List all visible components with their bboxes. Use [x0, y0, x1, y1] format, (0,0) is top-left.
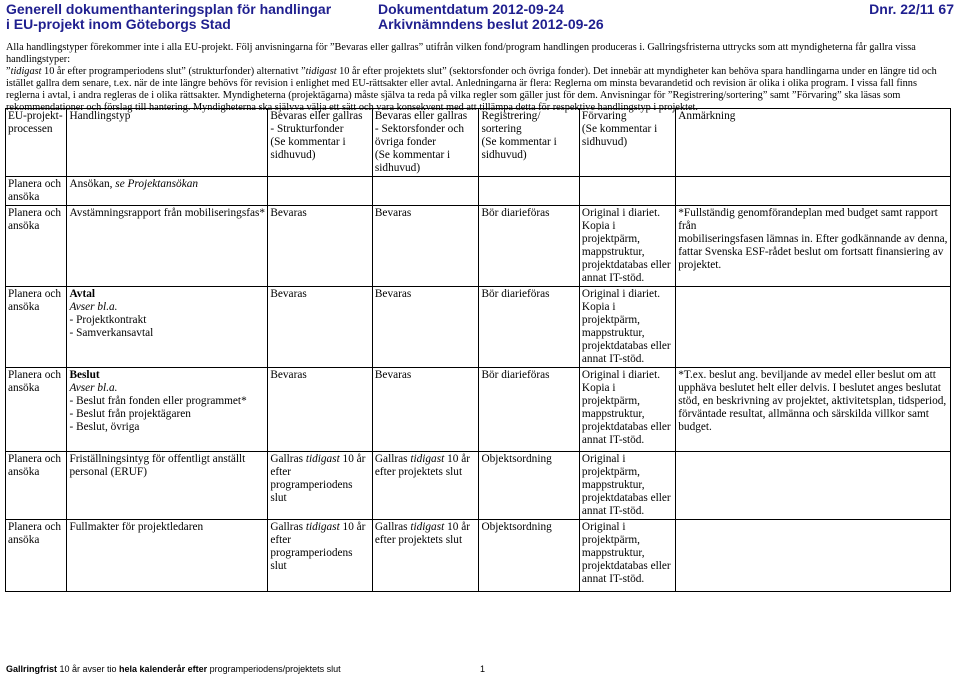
- struct-tidigast: tidigast: [305, 521, 340, 533]
- process-line: ansöka: [8, 301, 40, 313]
- cell-document-type: [67, 520, 268, 592]
- sector-line: efter projektets slut: [374, 466, 463, 478]
- col-header-retain-structural: [268, 109, 373, 177]
- remark-line: stöd, en beskrivning av projektet, aktivitetsplan, tidsperiod,: [678, 395, 947, 407]
- struct-line: slut: [270, 560, 287, 572]
- type-italic: se Projektansökan: [115, 178, 199, 190]
- header-title-line1: Generell dokumenthanteringsplan för handlingar: [6, 1, 332, 17]
- storage-line: Original i diariet.: [581, 207, 661, 219]
- col-header-line: (Se kommentar i: [270, 136, 346, 148]
- type-line: - Beslut från fonden eller programmet*: [69, 395, 247, 407]
- storage-line: Kopia i projektpärm,: [581, 382, 640, 407]
- storage-line: mappstruktur,: [581, 327, 645, 339]
- cell-retain-structural: [268, 452, 373, 520]
- cell-registration: [479, 287, 579, 368]
- table-body: [6, 177, 951, 592]
- cell-remark: [676, 177, 951, 206]
- storage-line: mappstruktur,: [581, 246, 645, 258]
- col-header-line: Bevaras eller gallras: [374, 110, 468, 122]
- col-header-line: sidhuvud): [581, 136, 628, 148]
- type-text: Ansökan,: [69, 178, 116, 190]
- col-header-line: Registrering/: [481, 110, 541, 122]
- struct-line: efter programperiodens: [270, 534, 353, 559]
- reg-text: Bör diarieföras: [481, 369, 550, 381]
- cell-document-type: [67, 177, 268, 206]
- remark-line: upphäva beslutet helt eller delvis. I beslutet anges beslutat: [678, 382, 941, 394]
- remark-line: projektet.: [678, 259, 722, 271]
- table-row: [6, 287, 951, 368]
- col-header-process: [6, 109, 67, 177]
- intro-rest: 10 år efter projektets slut” (sektorsfonder och övriga fonder). Det innebär att myndigheter kan behöva spara handlingarna under en längre tid och istället gallra dem senare, t.ex. när de inte längre behövs för revision i enlighet med EU-rättsakter eller avtal. Anledningarna är flera: Reglerna om minsta bevarandetid och revision är olika i olika program. I vissa fall finns reglerna i avtal, i andra regleras de i olika rättsakter. Myndigheterna (projektägarna) måste själva ta reda på vilka regler som gäller just för dem. Anvisningar för ”Registrering/sortering” samt ”Förvaring” ska läsas som rekommendationer och förslag till hantering. Myndigheterna ska självva välja ett sätt och vara konsekvent med att tillämpa detta för respektive handlingstyp i projektet.: [6, 66, 937, 113]
- col-header-line: - Strukturfonder: [270, 123, 344, 135]
- storage-line: annat IT-stöd.: [581, 353, 645, 365]
- sector-line: efter projektets slut: [374, 534, 463, 546]
- intro-tidigast-1: tidigast: [10, 66, 42, 77]
- col-header-line: sidhuvud): [374, 162, 421, 174]
- type-line: - Beslut från projektägaren: [69, 408, 191, 420]
- type-line: - Beslut, övriga: [69, 421, 140, 433]
- cell-storage: [579, 452, 675, 520]
- reg-text: Objektsordning: [481, 521, 552, 533]
- col-header-line: sidhuvud): [270, 149, 316, 161]
- remark-line: budget.: [678, 421, 712, 433]
- struct-text: Bevaras: [270, 288, 307, 300]
- header-title-line2: i EU-projekt inom Göteborgs Stad: [6, 16, 231, 32]
- process-line: Planera och: [8, 453, 62, 465]
- footer-mid: 10 år avser tio: [57, 664, 120, 674]
- table-row: [6, 452, 951, 520]
- remark-line: fattar Svenska ESF-rådet beslut om fortsatt finansiering av: [678, 246, 944, 258]
- col-header-line: (Se kommentar i: [481, 136, 557, 148]
- cell-retain-sector: [372, 287, 479, 368]
- type-line: Friställningsintyg för offentligt anställt: [69, 453, 246, 465]
- process-line: Planera och: [8, 178, 62, 190]
- struct-text: Bevaras: [270, 207, 307, 219]
- sector-text: 10 år: [444, 453, 470, 465]
- col-header-line: (Se kommentar i: [374, 149, 451, 161]
- cell-document-type: [67, 206, 268, 287]
- col-header-line: Förvaring: [581, 110, 627, 122]
- col-header-line: (Se kommentar i: [581, 123, 658, 135]
- table-row: [6, 206, 951, 287]
- footer-rest: programperiodens/projektets slut: [207, 664, 341, 674]
- remark-line: *Fullständig genomförandeplan med budget samt rapport från: [678, 207, 938, 232]
- type-line: personal (ERUF): [69, 466, 147, 478]
- cell-retain-structural: [268, 368, 373, 452]
- type-bold: Beslut: [69, 369, 100, 381]
- sector-text: Gallras: [374, 453, 411, 465]
- storage-line: projektdatabas eller: [581, 560, 671, 572]
- struct-line: [270, 521, 370, 534]
- cell-remark: [676, 206, 951, 287]
- storage-line: Original i diariet.: [581, 288, 661, 300]
- table-row: [6, 368, 951, 452]
- process-line: Planera och: [8, 369, 62, 381]
- cell-retain-sector: [372, 206, 479, 287]
- storage-line: projektdatabas eller: [581, 340, 671, 352]
- struct-line: efter programperiodens: [270, 466, 353, 491]
- cell-storage: [579, 206, 675, 287]
- storage-line: mappstruktur,: [581, 547, 645, 559]
- storage-line: projektdatabas eller: [581, 421, 671, 433]
- cell-registration: [479, 452, 579, 520]
- header-decision: Arkivnämndens beslut 2012-09-26: [378, 16, 604, 32]
- process-line: ansöka: [8, 534, 40, 546]
- cell-remark: [676, 287, 951, 368]
- col-header-line: sortering: [481, 123, 522, 135]
- type-italic: Avser bl.a.: [69, 301, 118, 313]
- cell-document-type: [67, 452, 268, 520]
- intro-quote: ”: [6, 66, 11, 77]
- storage-line: Kopia i projektpärm,: [581, 220, 640, 245]
- cell-retain-structural: [268, 287, 373, 368]
- storage-line: mappstruktur,: [581, 479, 645, 491]
- type-line: - Projektkontrakt: [69, 314, 147, 326]
- remark-line: mobiliseringsfasen lämnas in. Efter godkännande av denna,: [678, 233, 948, 245]
- intro-text: [6, 42, 950, 114]
- page-header: [6, 0, 956, 36]
- table-header-row: [6, 109, 951, 177]
- storage-line: Original i: [581, 521, 626, 533]
- cell-remark: [676, 368, 951, 452]
- col-header-storage: [579, 109, 675, 177]
- sector-line: [375, 521, 477, 534]
- sector-text: Bevaras: [374, 288, 412, 300]
- remark-line: *T.ex. beslut ang. beviljande av medel eller beslut om att: [678, 369, 936, 381]
- remark-line: förväntade resultat, allmänna och särskilda villkor samt: [678, 408, 929, 420]
- sector-tidigast: tidigast: [410, 453, 445, 465]
- struct-text: Gallras: [270, 453, 306, 465]
- cell-retain-sector: [372, 368, 479, 452]
- cell-process: [6, 206, 67, 287]
- cell-registration: [479, 206, 579, 287]
- process-line: ansöka: [8, 191, 40, 203]
- storage-line: mappstruktur,: [581, 408, 645, 420]
- struct-line: slut: [270, 492, 287, 504]
- cell-registration: [479, 177, 579, 206]
- storage-line: Original i: [581, 453, 626, 465]
- cell-remark: [676, 452, 951, 520]
- storage-line: annat IT-stöd.: [581, 573, 645, 585]
- col-header-registration: [479, 109, 579, 177]
- intro-mid: 10 år efter programperiodens slut” (strukturfonder) alternativt ”: [41, 66, 306, 77]
- sector-tidigast: tidigast: [410, 521, 445, 533]
- type-bold: Avtal: [69, 288, 96, 300]
- type-line: - Samverkansavtal: [69, 327, 154, 339]
- struct-text: 10 år: [339, 521, 366, 533]
- struct-text: Gallras: [270, 521, 306, 533]
- col-header-line: EU-projekt-: [8, 110, 63, 122]
- storage-line: projektdatabas eller: [581, 492, 671, 504]
- struct-tidigast: tidigast: [305, 453, 340, 465]
- intro-paragraph-1: Alla handlingstyper förekommer inte i alla EU-projekt. Följ anvisningarna för ”Bevaras eller gallras” utifrån vilken fond/program handlingen produceras i. Gallringsfristerna uttrycks som att myndigheterna får gallra vissa handlingstyper:: [6, 42, 916, 65]
- intro-tidigast-2: tidigast: [305, 66, 337, 77]
- footer-note: [6, 664, 341, 674]
- cell-retain-sector: [372, 452, 479, 520]
- footer-label: Gallringfrist: [6, 664, 58, 674]
- type-line: [69, 178, 265, 191]
- struct-line: [270, 453, 370, 466]
- type-italic: Avser bl.a.: [69, 382, 118, 394]
- cell-remark: [676, 520, 951, 592]
- storage-line: annat IT-stöd.: [581, 505, 645, 517]
- cell-process: [6, 177, 67, 206]
- cell-process: [6, 452, 67, 520]
- storage-line: Original i diariet.: [581, 369, 661, 381]
- type-text: Avstämningsrapport från mobiliseringsfas*: [69, 207, 266, 219]
- reg-text: Objektsordning: [481, 453, 552, 465]
- col-header-line: Anmärkning: [678, 110, 736, 122]
- storage-line: annat IT-stöd.: [581, 272, 645, 284]
- storage-line: projektpärm,: [581, 534, 640, 546]
- storage-line: annat IT-stöd.: [581, 434, 645, 446]
- sector-text: Bevaras: [374, 369, 412, 381]
- table-row: [6, 177, 951, 206]
- process-line: Planera och: [8, 288, 62, 300]
- cell-process: [6, 520, 67, 592]
- cell-retain-sector: [372, 177, 479, 206]
- intro-paragraph-2: [6, 66, 950, 114]
- cell-retain-structural: [268, 520, 373, 592]
- col-header-line: - Sektorsfonder och: [374, 123, 464, 135]
- document-plan-table: [5, 108, 951, 592]
- reg-text: Bör diarieföras: [481, 207, 550, 219]
- cell-storage: [579, 520, 675, 592]
- cell-retain-structural: [268, 206, 373, 287]
- struct-text: Bevaras: [270, 369, 307, 381]
- page-number: 1: [480, 664, 486, 674]
- cell-storage: [579, 287, 675, 368]
- col-header-retain-sector: [372, 109, 479, 177]
- cell-document-type: [67, 368, 268, 452]
- cell-process: [6, 368, 67, 452]
- type-line: Fullmakter för projektledaren: [69, 521, 204, 533]
- process-line: ansöka: [8, 382, 40, 394]
- sector-text: Bevaras: [374, 207, 412, 219]
- header-document-date: Dokumentdatum 2012-09-24: [378, 1, 564, 17]
- process-line: Planera och: [8, 207, 62, 219]
- sector-line: [375, 453, 477, 466]
- col-header-document-type: [67, 109, 268, 177]
- col-header-line: Handlingstyp: [69, 110, 131, 122]
- col-header-line: sidhuvud): [481, 149, 527, 161]
- cell-document-type: [67, 287, 268, 368]
- sector-text: Gallras: [374, 521, 411, 533]
- footer-bold: hela kalenderår efter: [119, 664, 208, 674]
- col-header-remark: [676, 109, 951, 177]
- col-header-line: övriga fonder: [374, 136, 437, 148]
- cell-registration: [479, 520, 579, 592]
- reg-text: Bör diarieföras: [481, 288, 550, 300]
- process-line: ansöka: [8, 220, 40, 232]
- process-line: ansöka: [8, 466, 40, 478]
- cell-retain-structural: [268, 177, 373, 206]
- col-header-line: processen: [8, 123, 53, 135]
- process-line: Planera och: [8, 521, 62, 533]
- sector-text: 10 år: [444, 521, 470, 533]
- storage-line: Kopia i projektpärm,: [581, 301, 640, 326]
- storage-line: projektpärm,: [581, 466, 640, 478]
- cell-registration: [479, 368, 579, 452]
- cell-retain-sector: [372, 520, 479, 592]
- table-row: [6, 520, 951, 592]
- header-dnr: Dnr. 22/11 67: [869, 1, 954, 17]
- cell-storage: [579, 368, 675, 452]
- cell-storage: [579, 177, 675, 206]
- type-line: [69, 207, 265, 220]
- storage-line: projektdatabas eller: [581, 259, 671, 271]
- cell-process: [6, 287, 67, 368]
- struct-text: 10 år: [339, 453, 366, 465]
- col-header-line: Bevaras eller gallras: [270, 110, 363, 122]
